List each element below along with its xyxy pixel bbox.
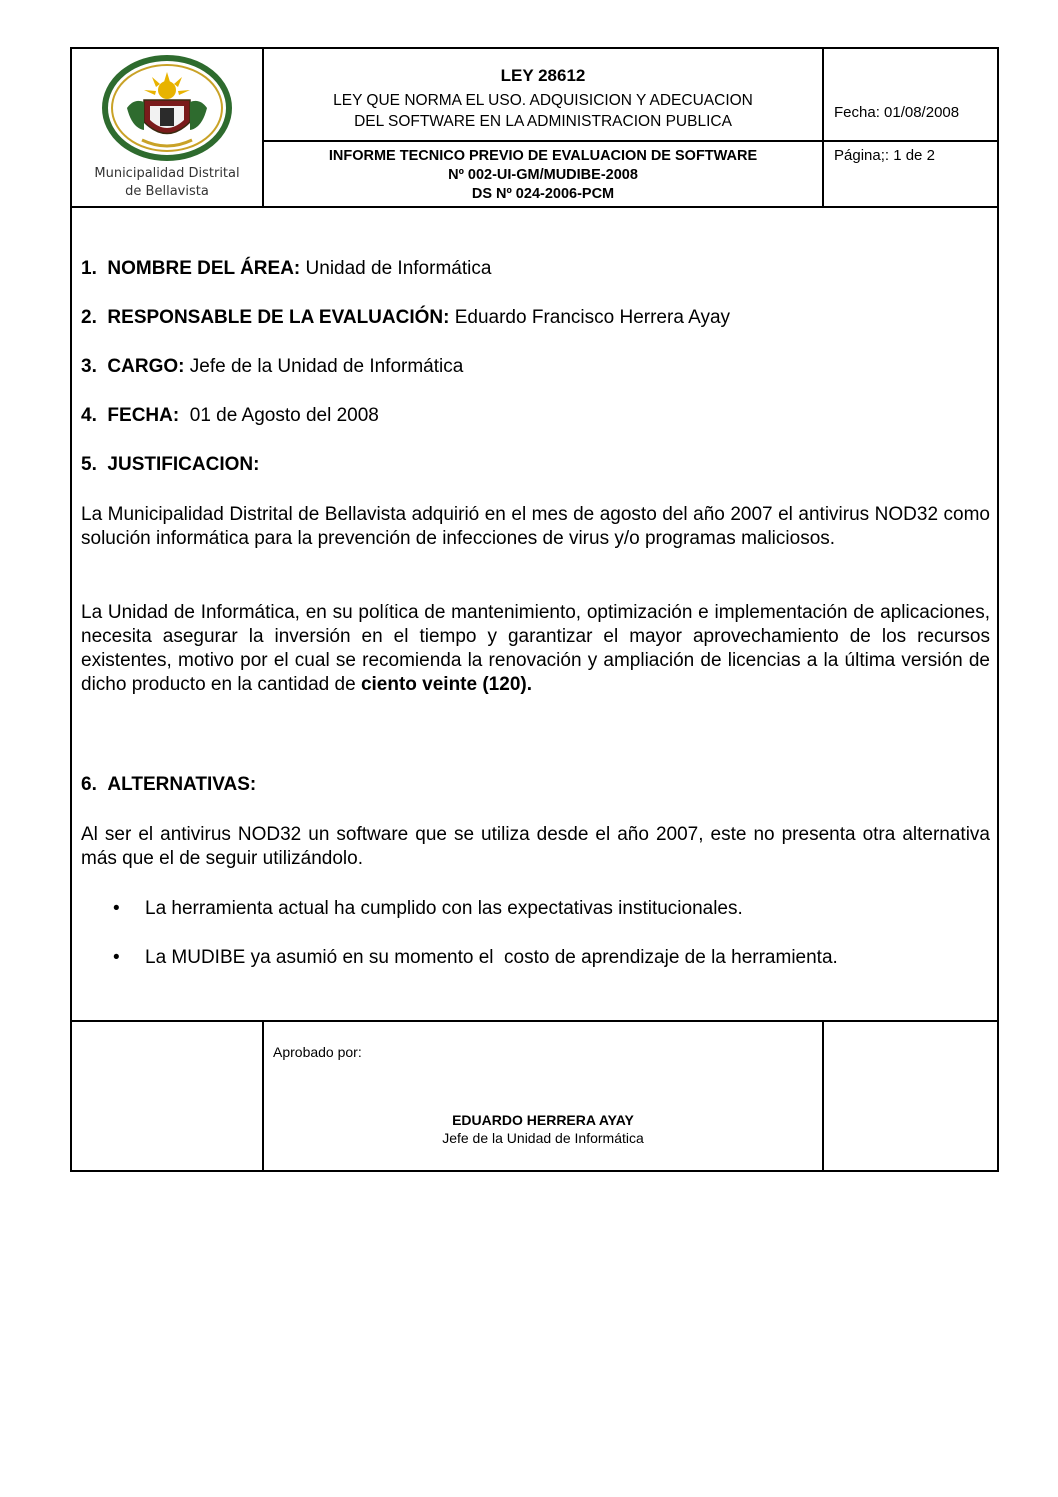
header-divider-right	[822, 47, 824, 207]
document-date: Fecha: 01/08/2008	[834, 104, 960, 121]
approved-by-label: Aprobado por:	[273, 1044, 362, 1060]
section-value: Eduardo Francisco Herrera Ayay	[449, 307, 731, 328]
report-line3: DS Nº 024-2006-PCM	[471, 186, 615, 202]
header-bottom-line	[70, 206, 999, 208]
section-value: Jefe de la Unidad de Informática	[184, 356, 464, 377]
section-label: NOMBRE DEL ÁREA:	[107, 258, 301, 279]
report-line1: INFORME TECNICO PREVIO DE EVALUACION DE SOFTWARE	[328, 148, 758, 164]
section-justification-heading	[81, 454, 259, 476]
footer-divider-right	[822, 1020, 824, 1172]
section-position	[81, 356, 463, 378]
bullet-icon: •	[113, 947, 120, 968]
footer-divider-left	[262, 1020, 264, 1172]
section-value: 01 de Agosto del 2008	[179, 405, 379, 426]
law-description	[264, 90, 822, 132]
coat-of-arms-icon	[72, 50, 262, 206]
municipality-logo	[72, 50, 262, 206]
section-label: ALTERNATIVAS:	[107, 774, 257, 795]
section-area	[81, 258, 491, 280]
section-label: FECHA:	[107, 405, 180, 426]
approver-name: EDUARDO HERRERA AYAY	[452, 1112, 634, 1128]
section-number: 4.	[81, 405, 97, 426]
logo-caption-line1: Municipalidad Distrital	[94, 166, 240, 181]
page-number: Página;: 1 de 2	[834, 147, 935, 164]
section-date	[81, 405, 379, 427]
footer-top-line	[70, 1020, 999, 1022]
law-desc-line1: LEY QUE NORMA EL USO. ADQUISICION Y ADECUACION	[333, 92, 753, 109]
report-title	[264, 147, 822, 204]
section-number: 6.	[81, 774, 97, 795]
justification-paragraph-1: La Municipalidad Distrital de Bellavista adquirió en el mes de agosto del año 2007 el antivirus NOD32 como solución informática para la prevención de infecciones de virus y/o programas maliciosos.	[81, 504, 990, 549]
alternative-item: La MUDIBE ya asumió en su momento el costo de aprendizaje de la herramienta.	[145, 947, 838, 968]
approver-title: Jefe de la Unidad de Informática	[442, 1130, 644, 1146]
section-number: 2.	[81, 307, 97, 328]
alternative-item: La herramienta actual ha cumplido con las expectativas institucionales.	[145, 898, 743, 919]
law-desc-line2: DEL SOFTWARE EN LA ADMINISTRACION PUBLICA	[354, 113, 732, 130]
section-number: 1.	[81, 258, 97, 279]
section-alternatives-heading	[81, 774, 256, 796]
logo-caption-line2: de Bellavista	[125, 184, 209, 199]
section-responsible	[81, 307, 730, 329]
report-line2: Nº 002-UI-GM/MUDIBE-2008	[448, 167, 638, 183]
section-value: Unidad de Informática	[300, 258, 492, 279]
law-number: LEY 28612	[500, 66, 586, 85]
section-number: 5.	[81, 454, 97, 475]
header-title-divider	[262, 140, 999, 142]
justification-text: La Unidad de Informática, en su política de mantenimiento, optimización e implementación de aplicaciones, necesita asegurar la inversión en el tiempo y garantizar el mayor aprovechamiento de los recursos existentes, motivo por el cual se recomienda la renovación y ampliación de licencias a la última versión de dicho producto en la cantidad de	[81, 602, 990, 695]
section-label: CARGO:	[107, 356, 185, 377]
alternatives-paragraph: Al ser el antivirus NOD32 un software que se utiliza desde el año 2007, este no presenta otra alternativa más que el de seguir utilizándolo.	[81, 824, 990, 869]
bullet-icon: •	[113, 898, 120, 919]
section-label: RESPONSABLE DE LA EVALUACIÓN:	[107, 307, 450, 328]
justification-paragraph-2	[81, 601, 990, 697]
section-number: 3.	[81, 356, 97, 377]
license-quantity: ciento veinte (120).	[360, 674, 532, 695]
section-label: JUSTIFICACION:	[107, 454, 260, 475]
